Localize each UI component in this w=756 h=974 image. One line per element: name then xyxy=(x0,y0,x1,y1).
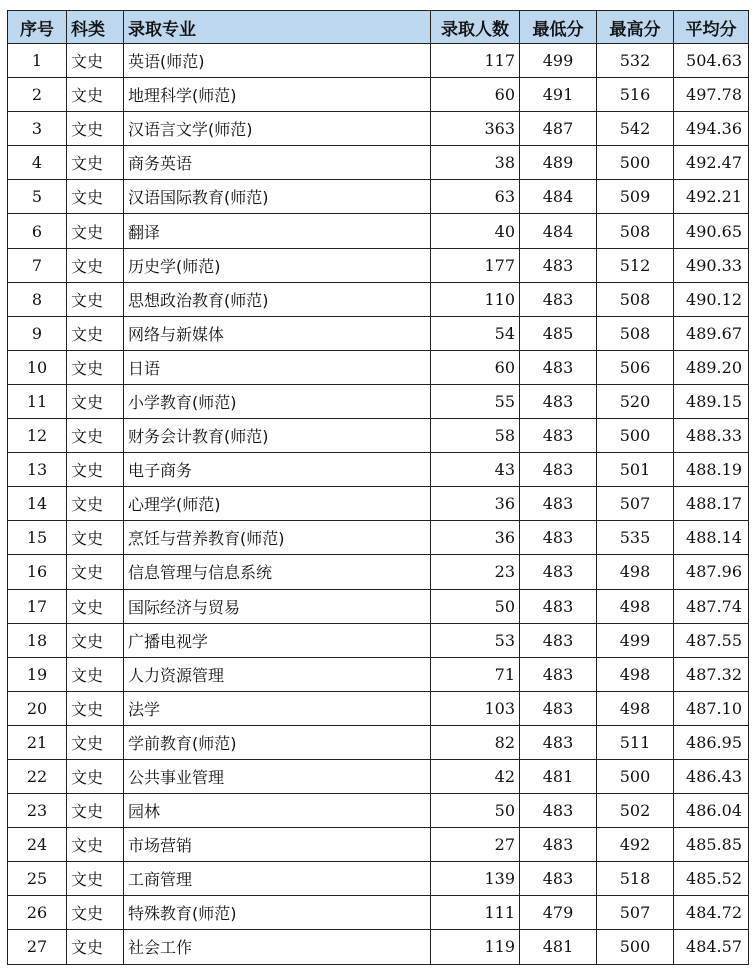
cell-index: 23 xyxy=(8,794,67,828)
cell-major: 英语(师范) xyxy=(124,44,431,78)
table-row xyxy=(8,657,749,691)
cell-min-score: 483 xyxy=(520,282,597,316)
cell-min-score: 481 xyxy=(520,759,597,793)
cell-max-score: 500 xyxy=(597,419,674,453)
cell-category: 文史 xyxy=(67,862,124,896)
cell-avg-score: 487.10 xyxy=(674,691,749,725)
cell-major: 翻译 xyxy=(124,214,431,248)
cell-avg-score: 487.32 xyxy=(674,657,749,691)
cell-index: 11 xyxy=(8,384,67,418)
table-row xyxy=(8,214,749,248)
cell-min-score: 485 xyxy=(520,316,597,350)
cell-max-score: 508 xyxy=(597,214,674,248)
cell-avg-score: 488.33 xyxy=(674,419,749,453)
cell-min-score: 487 xyxy=(520,112,597,146)
cell-category: 文史 xyxy=(67,44,124,78)
cell-major: 地理科学(师范) xyxy=(124,78,431,112)
cell-min-score: 499 xyxy=(520,44,597,78)
cell-count: 139 xyxy=(431,862,520,896)
cell-min-score: 483 xyxy=(520,794,597,828)
cell-major: 小学教育(师范) xyxy=(124,384,431,418)
cell-avg-score: 484.57 xyxy=(674,930,749,964)
header-max-score: 最高分 xyxy=(597,11,674,44)
cell-min-score: 483 xyxy=(520,862,597,896)
cell-major: 汉语国际教育(师范) xyxy=(124,180,431,214)
cell-category: 文史 xyxy=(67,691,124,725)
table-row xyxy=(8,930,749,964)
cell-category: 文史 xyxy=(67,759,124,793)
cell-avg-score: 485.85 xyxy=(674,828,749,862)
table-row xyxy=(8,44,749,78)
cell-min-score: 483 xyxy=(520,350,597,384)
cell-min-score: 483 xyxy=(520,555,597,589)
cell-count: 111 xyxy=(431,896,520,930)
cell-min-score: 491 xyxy=(520,78,597,112)
cell-count: 54 xyxy=(431,316,520,350)
table-row xyxy=(8,350,749,384)
cell-avg-score: 490.65 xyxy=(674,214,749,248)
header-major: 录取专业 xyxy=(124,11,431,44)
cell-major: 公共事业管理 xyxy=(124,759,431,793)
cell-index: 26 xyxy=(8,896,67,930)
cell-avg-score: 494.36 xyxy=(674,112,749,146)
cell-min-score: 483 xyxy=(520,725,597,759)
cell-avg-score: 488.14 xyxy=(674,521,749,555)
table-row xyxy=(8,316,749,350)
table-row xyxy=(8,487,749,521)
header-avg-score: 平均分 xyxy=(674,11,749,44)
cell-count: 42 xyxy=(431,759,520,793)
table-header xyxy=(8,11,749,44)
cell-count: 103 xyxy=(431,691,520,725)
cell-major: 国际经济与贸易 xyxy=(124,589,431,623)
cell-count: 117 xyxy=(431,44,520,78)
cell-min-score: 483 xyxy=(520,623,597,657)
cell-category: 文史 xyxy=(67,794,124,828)
cell-category: 文史 xyxy=(67,282,124,316)
table-row xyxy=(8,691,749,725)
cell-count: 50 xyxy=(431,794,520,828)
cell-min-score: 483 xyxy=(520,589,597,623)
cell-avg-score: 486.43 xyxy=(674,759,749,793)
cell-count: 63 xyxy=(431,180,520,214)
cell-min-score: 483 xyxy=(520,419,597,453)
cell-avg-score: 492.21 xyxy=(674,180,749,214)
cell-min-score: 481 xyxy=(520,930,597,964)
cell-min-score: 483 xyxy=(520,248,597,282)
cell-index: 7 xyxy=(8,248,67,282)
cell-major: 市场营销 xyxy=(124,828,431,862)
cell-index: 10 xyxy=(8,350,67,384)
cell-index: 27 xyxy=(8,930,67,964)
cell-major: 心理学(师范) xyxy=(124,487,431,521)
cell-category: 文史 xyxy=(67,657,124,691)
cell-index: 21 xyxy=(8,725,67,759)
table-row xyxy=(8,521,749,555)
cell-category: 文史 xyxy=(67,180,124,214)
cell-avg-score: 504.63 xyxy=(674,44,749,78)
cell-category: 文史 xyxy=(67,453,124,487)
cell-max-score: 500 xyxy=(597,759,674,793)
cell-count: 38 xyxy=(431,146,520,180)
cell-max-score: 501 xyxy=(597,453,674,487)
cell-max-score: 509 xyxy=(597,180,674,214)
cell-avg-score: 489.15 xyxy=(674,384,749,418)
table-row xyxy=(8,419,749,453)
cell-index: 22 xyxy=(8,759,67,793)
cell-index: 14 xyxy=(8,487,67,521)
cell-major: 信息管理与信息系统 xyxy=(124,555,431,589)
cell-category: 文史 xyxy=(67,350,124,384)
cell-max-score: 507 xyxy=(597,487,674,521)
cell-category: 文史 xyxy=(67,589,124,623)
cell-count: 60 xyxy=(431,350,520,384)
table-row xyxy=(8,862,749,896)
cell-count: 71 xyxy=(431,657,520,691)
cell-major: 电子商务 xyxy=(124,453,431,487)
cell-count: 177 xyxy=(431,248,520,282)
cell-count: 36 xyxy=(431,487,520,521)
cell-major: 商务英语 xyxy=(124,146,431,180)
cell-major: 网络与新媒体 xyxy=(124,316,431,350)
cell-category: 文史 xyxy=(67,112,124,146)
cell-max-score: 500 xyxy=(597,930,674,964)
cell-count: 55 xyxy=(431,384,520,418)
cell-min-score: 484 xyxy=(520,214,597,248)
cell-max-score: 492 xyxy=(597,828,674,862)
cell-count: 50 xyxy=(431,589,520,623)
cell-max-score: 508 xyxy=(597,282,674,316)
header-count: 录取人数 xyxy=(431,11,520,44)
cell-min-score: 483 xyxy=(520,453,597,487)
cell-major: 财务会计教育(师范) xyxy=(124,419,431,453)
cell-category: 文史 xyxy=(67,896,124,930)
cell-max-score: 500 xyxy=(597,146,674,180)
cell-avg-score: 497.78 xyxy=(674,78,749,112)
header-index: 序号 xyxy=(8,11,67,44)
cell-major: 园林 xyxy=(124,794,431,828)
cell-major: 法学 xyxy=(124,691,431,725)
cell-index: 24 xyxy=(8,828,67,862)
cell-category: 文史 xyxy=(67,930,124,964)
cell-major: 人力资源管理 xyxy=(124,657,431,691)
cell-index: 3 xyxy=(8,112,67,146)
cell-count: 119 xyxy=(431,930,520,964)
header-row xyxy=(8,11,749,44)
cell-index: 4 xyxy=(8,146,67,180)
cell-avg-score: 486.95 xyxy=(674,725,749,759)
cell-index: 6 xyxy=(8,214,67,248)
cell-index: 1 xyxy=(8,44,67,78)
cell-major: 日语 xyxy=(124,350,431,384)
cell-count: 110 xyxy=(431,282,520,316)
cell-count: 60 xyxy=(431,78,520,112)
cell-avg-score: 489.20 xyxy=(674,350,749,384)
cell-category: 文史 xyxy=(67,623,124,657)
cell-index: 9 xyxy=(8,316,67,350)
cell-min-score: 483 xyxy=(520,828,597,862)
cell-index: 2 xyxy=(8,78,67,112)
cell-major: 学前教育(师范) xyxy=(124,725,431,759)
cell-max-score: 498 xyxy=(597,657,674,691)
cell-avg-score: 487.55 xyxy=(674,623,749,657)
cell-max-score: 532 xyxy=(597,44,674,78)
cell-min-score: 479 xyxy=(520,896,597,930)
cell-max-score: 516 xyxy=(597,78,674,112)
table-row xyxy=(8,146,749,180)
cell-count: 58 xyxy=(431,419,520,453)
cell-major: 特殊教育(师范) xyxy=(124,896,431,930)
cell-max-score: 512 xyxy=(597,248,674,282)
header-category: 科类 xyxy=(67,11,124,44)
cell-max-score: 502 xyxy=(597,794,674,828)
table-row xyxy=(8,896,749,930)
cell-index: 19 xyxy=(8,657,67,691)
cell-avg-score: 485.52 xyxy=(674,862,749,896)
cell-max-score: 507 xyxy=(597,896,674,930)
cell-category: 文史 xyxy=(67,248,124,282)
cell-index: 16 xyxy=(8,555,67,589)
cell-category: 文史 xyxy=(67,487,124,521)
cell-count: 43 xyxy=(431,453,520,487)
table-row xyxy=(8,623,749,657)
table-row xyxy=(8,180,749,214)
cell-max-score: 498 xyxy=(597,589,674,623)
cell-count: 40 xyxy=(431,214,520,248)
cell-major: 汉语言文学(师范) xyxy=(124,112,431,146)
table-row xyxy=(8,384,749,418)
cell-count: 363 xyxy=(431,112,520,146)
cell-avg-score: 490.12 xyxy=(674,282,749,316)
cell-max-score: 506 xyxy=(597,350,674,384)
table-row xyxy=(8,282,749,316)
cell-category: 文史 xyxy=(67,316,124,350)
header-min-score: 最低分 xyxy=(520,11,597,44)
table-row xyxy=(8,248,749,282)
cell-avg-score: 484.72 xyxy=(674,896,749,930)
cell-max-score: 542 xyxy=(597,112,674,146)
cell-category: 文史 xyxy=(67,214,124,248)
table-row xyxy=(8,555,749,589)
cell-max-score: 520 xyxy=(597,384,674,418)
cell-max-score: 498 xyxy=(597,691,674,725)
cell-min-score: 489 xyxy=(520,146,597,180)
cell-major: 思想政治教育(师范) xyxy=(124,282,431,316)
cell-min-score: 483 xyxy=(520,521,597,555)
cell-category: 文史 xyxy=(67,146,124,180)
cell-max-score: 511 xyxy=(597,725,674,759)
cell-count: 23 xyxy=(431,555,520,589)
cell-major: 历史学(师范) xyxy=(124,248,431,282)
cell-min-score: 483 xyxy=(520,657,597,691)
cell-count: 27 xyxy=(431,828,520,862)
cell-avg-score: 489.67 xyxy=(674,316,749,350)
cell-max-score: 518 xyxy=(597,862,674,896)
table-row xyxy=(8,828,749,862)
cell-max-score: 498 xyxy=(597,555,674,589)
cell-index: 17 xyxy=(8,589,67,623)
cell-max-score: 508 xyxy=(597,316,674,350)
cell-avg-score: 490.33 xyxy=(674,248,749,282)
cell-index: 18 xyxy=(8,623,67,657)
cell-avg-score: 487.74 xyxy=(674,589,749,623)
cell-index: 25 xyxy=(8,862,67,896)
cell-index: 8 xyxy=(8,282,67,316)
cell-min-score: 483 xyxy=(520,384,597,418)
admission-score-table xyxy=(7,10,749,965)
cell-category: 文史 xyxy=(67,78,124,112)
cell-min-score: 483 xyxy=(520,487,597,521)
table-row xyxy=(8,112,749,146)
cell-max-score: 499 xyxy=(597,623,674,657)
cell-count: 53 xyxy=(431,623,520,657)
cell-avg-score: 492.47 xyxy=(674,146,749,180)
cell-category: 文史 xyxy=(67,521,124,555)
cell-avg-score: 488.17 xyxy=(674,487,749,521)
cell-min-score: 483 xyxy=(520,691,597,725)
cell-major: 社会工作 xyxy=(124,930,431,964)
cell-min-score: 484 xyxy=(520,180,597,214)
table-row xyxy=(8,589,749,623)
cell-category: 文史 xyxy=(67,828,124,862)
cell-avg-score: 488.19 xyxy=(674,453,749,487)
table-row xyxy=(8,453,749,487)
cell-major: 广播电视学 xyxy=(124,623,431,657)
table-row xyxy=(8,759,749,793)
cell-max-score: 535 xyxy=(597,521,674,555)
cell-count: 82 xyxy=(431,725,520,759)
cell-avg-score: 487.96 xyxy=(674,555,749,589)
cell-category: 文史 xyxy=(67,555,124,589)
cell-major: 工商管理 xyxy=(124,862,431,896)
cell-major: 烹饪与营养教育(师范) xyxy=(124,521,431,555)
cell-index: 13 xyxy=(8,453,67,487)
table-row xyxy=(8,78,749,112)
cell-category: 文史 xyxy=(67,725,124,759)
cell-index: 12 xyxy=(8,419,67,453)
cell-avg-score: 486.04 xyxy=(674,794,749,828)
table-row xyxy=(8,794,749,828)
cell-index: 5 xyxy=(8,180,67,214)
table-body xyxy=(8,44,749,965)
cell-index: 20 xyxy=(8,691,67,725)
cell-index: 15 xyxy=(8,521,67,555)
cell-category: 文史 xyxy=(67,384,124,418)
cell-category: 文史 xyxy=(67,419,124,453)
cell-count: 36 xyxy=(431,521,520,555)
table-row xyxy=(8,725,749,759)
